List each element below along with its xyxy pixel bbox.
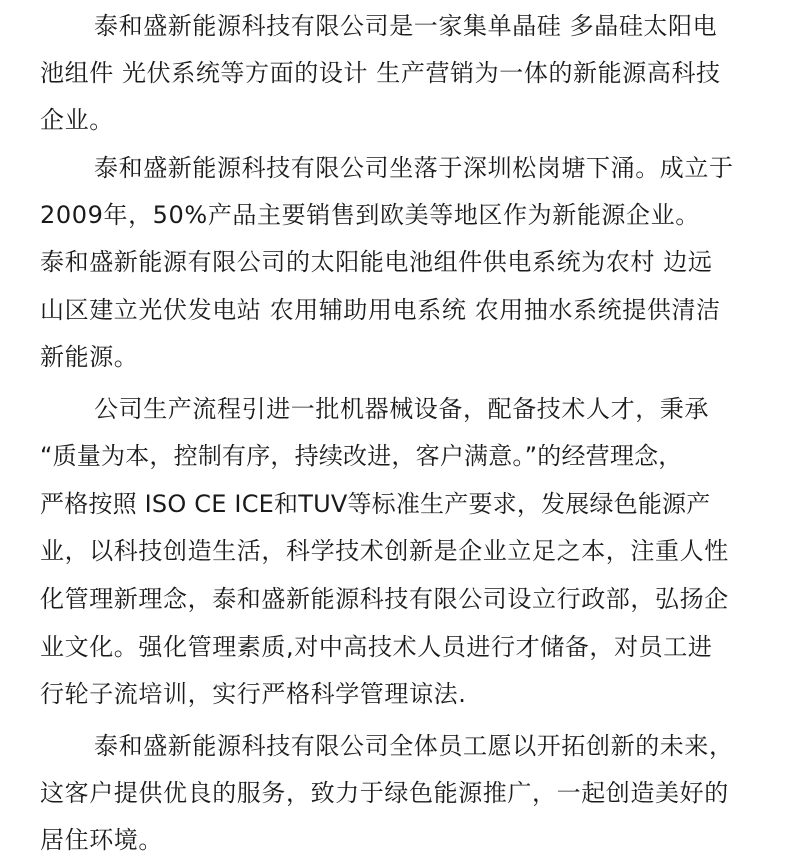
paragraph-2-line-1: 泰和盛新能源科技有限公司坐落于深圳松岗塘下涌。成立于 [94, 154, 734, 182]
paragraph-2-line-5: 新能源。 [40, 343, 139, 371]
paragraph-2-line-4: 山区建立光伏发电站 农用辅助用电系统 农用抽水系统提供清洁 [40, 296, 721, 324]
paragraph-1-line-3: 企业。 [40, 106, 114, 134]
paragraph-3-line-6: 业文化。强化管理素质,对中高技术人员进行才储备，对员工进 [40, 633, 713, 661]
paragraph-3-line-4: 业，以科技创造生活，科学技术创新是企业立足之本，注重人性 [40, 537, 729, 565]
paragraph-2-line-2: 2009年，50%产品主要销售到欧美等地区作为新能源企业。 [40, 201, 700, 229]
paragraph-4-line-1: 泰和盛新能源科技有限公司全体员工愿以开拓创新的未来， [94, 732, 734, 760]
paragraph-4-line-2: 这客户提供优良的服务，致力于绿色能源推广，一起创造美好的 [40, 779, 729, 807]
paragraph-2-line-3: 泰和盛新能源有限公司的太阳能电池组件供电系统为农村 边远 [40, 248, 713, 276]
paragraph-1-line-2: 池组件 光伏系统等方面的设计 生产营销为一体的新能源高科技 [40, 59, 721, 87]
paragraph-1-line-1: 泰和盛新能源科技有限公司是一家集单晶硅 多晶硅太阳电 [94, 12, 718, 40]
paragraph-4-line-3: 居住环境。 [40, 826, 163, 854]
paragraph-3-line-2: “质量为本，控制有序，持续改进，客户满意。”的经营理念， [40, 442, 683, 470]
paragraph-3-line-1: 公司生产流程引进一批机器械设备，配备技术人才，秉承 [94, 395, 709, 423]
paragraph-3-line-7: 行轮子流培训，实行严格科学管理谅法. [40, 680, 467, 708]
paragraph-3-line-5: 化管理新理念，泰和盛新能源科技有限公司设立行政部，弘扬企 [40, 585, 729, 613]
paragraph-3-line-3: 严格按照 ISO CE ICE和TUV等标准生产要求，发展绿色能源产 [40, 490, 711, 518]
